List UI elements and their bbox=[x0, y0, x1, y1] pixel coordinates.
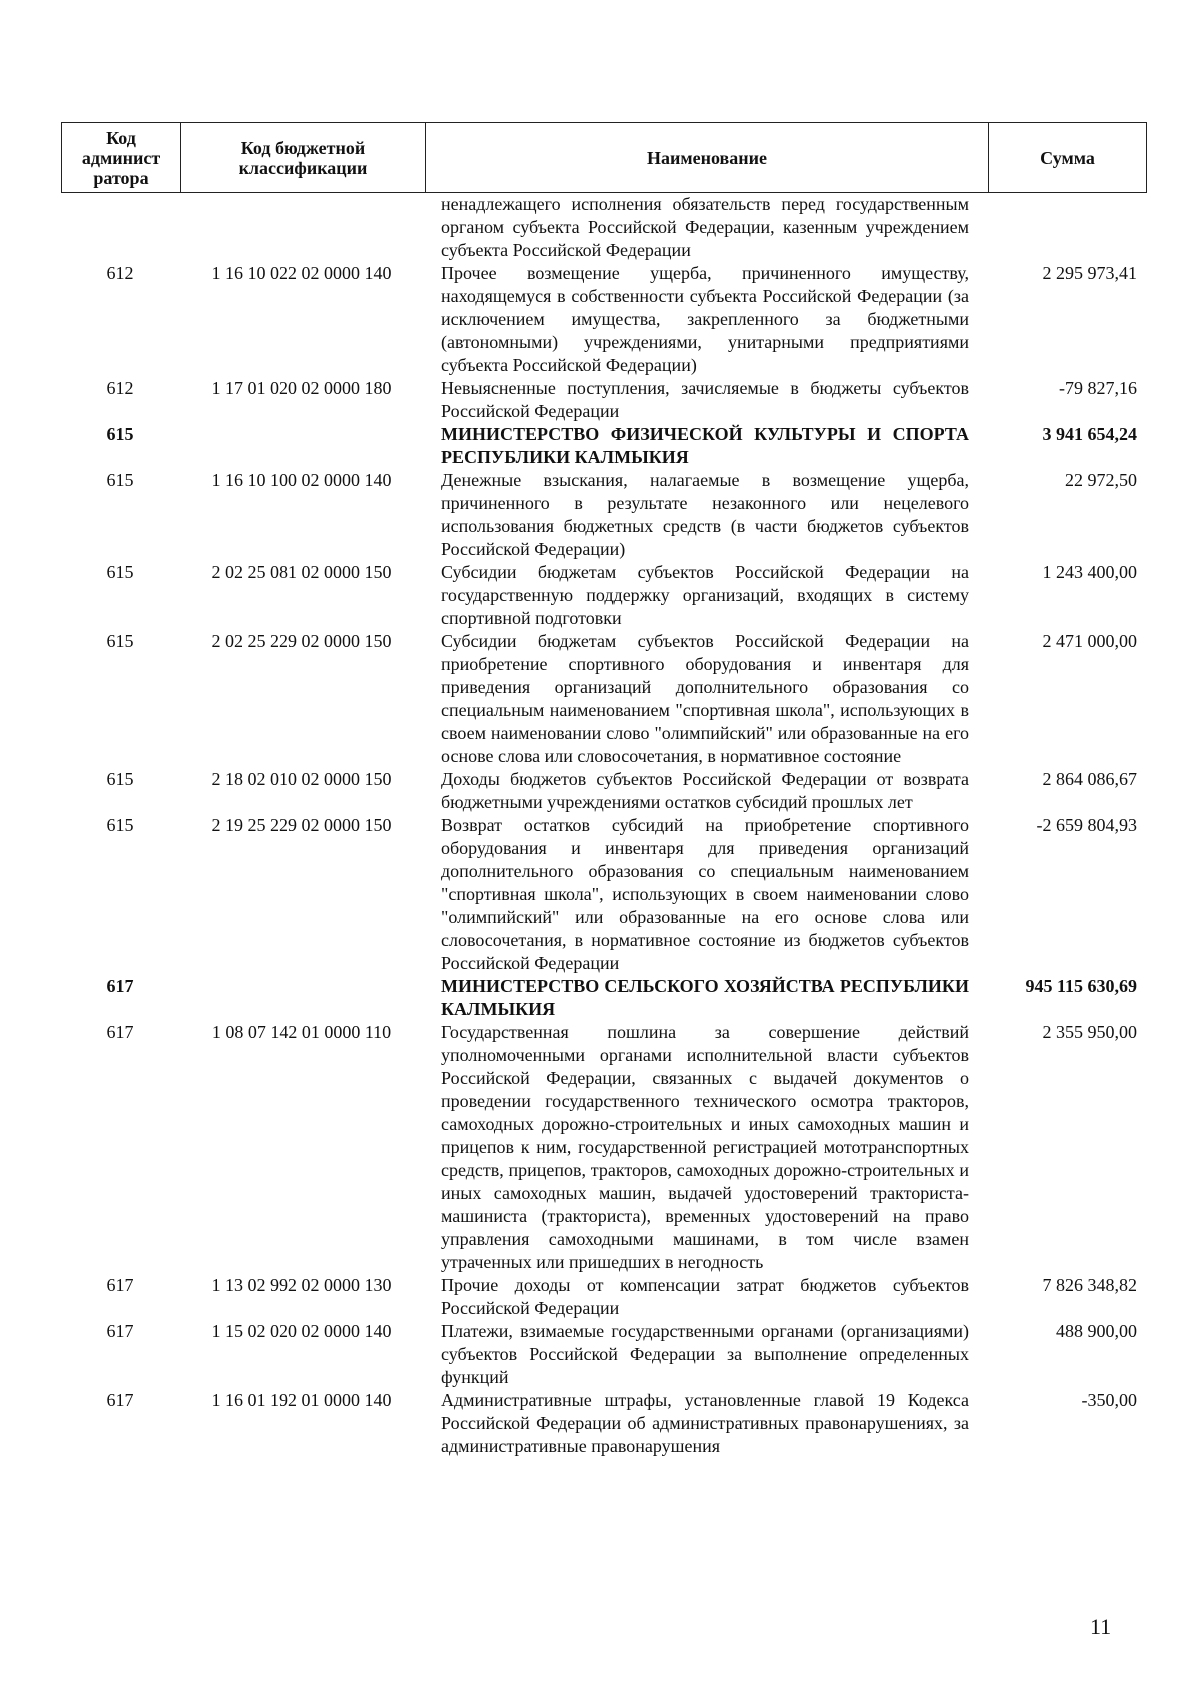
sum-cell: 2 471 000,00 bbox=[1042, 631, 1137, 651]
sum-cell: 7 826 348,82 bbox=[1042, 1275, 1137, 1295]
sum-cell: -2 659 804,93 bbox=[1036, 815, 1137, 835]
table-row bbox=[61, 1021, 1147, 1274]
name-cell: Платежи, взимаемые государственными органами (организациями) субъектов Российской Федерации за выполнение определенных функций bbox=[441, 1321, 969, 1387]
name-cell: Невыясненные поступления, зачисляемые в бюджеты субъектов Российской Федерации bbox=[441, 378, 969, 421]
admin-code-cell: 615 bbox=[106, 769, 134, 789]
admin-code-cell: 617 bbox=[106, 1321, 134, 1341]
section-row bbox=[61, 975, 1147, 1021]
budget-code-cell: 1 16 10 022 02 0000 140 bbox=[211, 263, 392, 283]
sum-cell: 488 900,00 bbox=[1056, 1321, 1137, 1341]
admin-code-cell: 612 bbox=[106, 378, 134, 398]
budget-code-cell: 2 02 25 081 02 0000 150 bbox=[211, 562, 392, 582]
name-cell: Прочие доходы от компенсации затрат бюджетов субъектов Российской Федерации bbox=[441, 1275, 969, 1318]
name-cell: Субсидии бюджетам субъектов Российской Федерации на приобретение спортивного оборудования и инвентаря для приведения организаций дополнительного образования со специальным наименованием "спортивная школа", использующих в своем наименовании слово "олимпийский" или образованные на его основе слова или словосочетания, в нормативное состояние bbox=[441, 631, 969, 766]
header-sum: Сумма bbox=[988, 123, 1146, 192]
admin-code-cell: 615 bbox=[106, 631, 134, 651]
admin-code-cell: 612 bbox=[106, 263, 134, 283]
table-row bbox=[61, 193, 1147, 262]
table-row bbox=[61, 262, 1147, 377]
table-row bbox=[61, 1389, 1147, 1458]
section-row bbox=[61, 423, 1147, 469]
name-cell: Прочее возмещение ущерба, причиненного имуществу, находящемуся в собственности субъекта Российской Федерации (за исключением имущества, закрепленного за бюджетными (автономными) учреждениями, унитарными предприятиями субъекта Российской Федерации) bbox=[441, 263, 969, 375]
header-admin-code: Код админист ратора bbox=[81, 127, 161, 188]
name-cell: Субсидии бюджетам субъектов Российской Федерации на государственную поддержку организаций, входящих в систему спортивной подготовки bbox=[441, 562, 969, 628]
budget-code-cell: 1 17 01 020 02 0000 180 bbox=[211, 378, 392, 398]
name-cell: Доходы бюджетов субъектов Российской Федерации от возврата бюджетными учреждениями остатков субсидий прошлых лет bbox=[441, 769, 969, 812]
table-header bbox=[61, 122, 1147, 193]
section-sum-cell: 3 941 654,24 bbox=[1042, 424, 1137, 444]
sum-cell: -79 827,16 bbox=[1059, 378, 1137, 398]
name-cell: ненадлежащего исполнения обязательств перед государственным органом субъекта Российской Федерации, казенным учреждением субъекта Российской Федерации bbox=[441, 194, 969, 260]
table-row bbox=[61, 630, 1147, 768]
budget-code-cell: 2 18 02 010 02 0000 150 bbox=[211, 769, 392, 789]
table-row bbox=[61, 1320, 1147, 1389]
sum-cell: -350,00 bbox=[1081, 1390, 1137, 1410]
admin-code-cell: 617 bbox=[106, 1275, 134, 1295]
page-number: 11 bbox=[1090, 1614, 1112, 1639]
budget-code-cell: 1 08 07 142 01 0000 110 bbox=[211, 1022, 392, 1042]
admin-code-cell: 617 bbox=[106, 976, 134, 996]
section-title-cell: МИНИСТЕРСТВО СЕЛЬСКОГО ХОЗЯЙСТВА РЕСПУБЛИКИ КАЛМЫКИЯ bbox=[441, 976, 969, 1019]
name-cell: Государственная пошлина за совершение действий уполномоченными органами исполнительной власти субъектов Российской Федерации, связанных с выдачей документов о проведении государственного технического осмотра тракторов, самоходных дорожно-строительных и иных самоходных машин и прицепов к ним, государственной регистрацией мототранспортных средств, прицепов, тракторов, самоходных дорожно-строительных и иных самоходных машин, выдачей удостоверений тракториста-машиниста (тракториста), временных удостоверений на право управления самоходными машинами, в том числе взамен утраченных или пришедших в негодность bbox=[441, 1022, 969, 1272]
header-budget-code: Код бюджетной классификации bbox=[180, 123, 425, 192]
budget-code-cell: 1 16 01 192 01 0000 140 bbox=[211, 1390, 392, 1410]
admin-code-cell: 617 bbox=[106, 1390, 134, 1410]
admin-code-cell: 615 bbox=[106, 470, 134, 490]
admin-code-cell: 617 bbox=[106, 1022, 134, 1042]
budget-code-cell: 1 16 10 100 02 0000 140 bbox=[211, 470, 392, 490]
sum-cell: 1 243 400,00 bbox=[1042, 562, 1137, 582]
name-cell: Административные штрафы, установленные главой 19 Кодекса Российской Федерации об административных правонарушениях, за административные правонарушения bbox=[441, 1390, 969, 1456]
sum-cell: 2 864 086,67 bbox=[1042, 769, 1137, 789]
admin-code-cell: 615 bbox=[106, 424, 134, 444]
name-cell: Возврат остатков субсидий на приобретение спортивного оборудования и инвентаря для приведения организаций дополнительного образования со специальным наименованием "спортивная школа", использующих в своем наименовании слово "олимпийский" или образованные на его основе слова или словосочетания, в нормативное состояние из бюджетов субъектов Российской Федерации bbox=[441, 815, 969, 973]
section-sum-cell: 945 115 630,69 bbox=[1025, 976, 1137, 996]
table-row bbox=[61, 768, 1147, 814]
sum-cell: 22 972,50 bbox=[1065, 470, 1137, 490]
admin-code-cell: 615 bbox=[106, 815, 134, 835]
table-row bbox=[61, 814, 1147, 975]
table-body bbox=[61, 193, 1147, 1458]
admin-code-cell: 615 bbox=[106, 562, 134, 582]
budget-code-cell: 2 19 25 229 02 0000 150 bbox=[211, 815, 392, 835]
section-title-cell: МИНИСТЕРСТВО ФИЗИЧЕСКОЙ КУЛЬТУРЫ И СПОРТА РЕСПУБЛИКИ КАЛМЫКИЯ bbox=[441, 424, 969, 467]
table-row bbox=[61, 377, 1147, 423]
table-row bbox=[61, 1274, 1147, 1320]
sum-cell: 2 295 973,41 bbox=[1042, 263, 1137, 283]
budget-code-cell: 2 02 25 229 02 0000 150 bbox=[211, 631, 392, 651]
sum-cell: 2 355 950,00 bbox=[1042, 1022, 1137, 1042]
table-row bbox=[61, 561, 1147, 630]
name-cell: Денежные взыскания, налагаемые в возмещение ущерба, причиненного в результате незаконного или нецелевого использования бюджетных средств (в части бюджетов субъектов Российской Федерации) bbox=[441, 470, 969, 559]
table-row bbox=[61, 469, 1147, 561]
header-name: Наименование bbox=[425, 123, 988, 192]
budget-code-cell: 1 13 02 992 02 0000 130 bbox=[211, 1275, 392, 1295]
budget-code-cell: 1 15 02 020 02 0000 140 bbox=[211, 1321, 392, 1341]
